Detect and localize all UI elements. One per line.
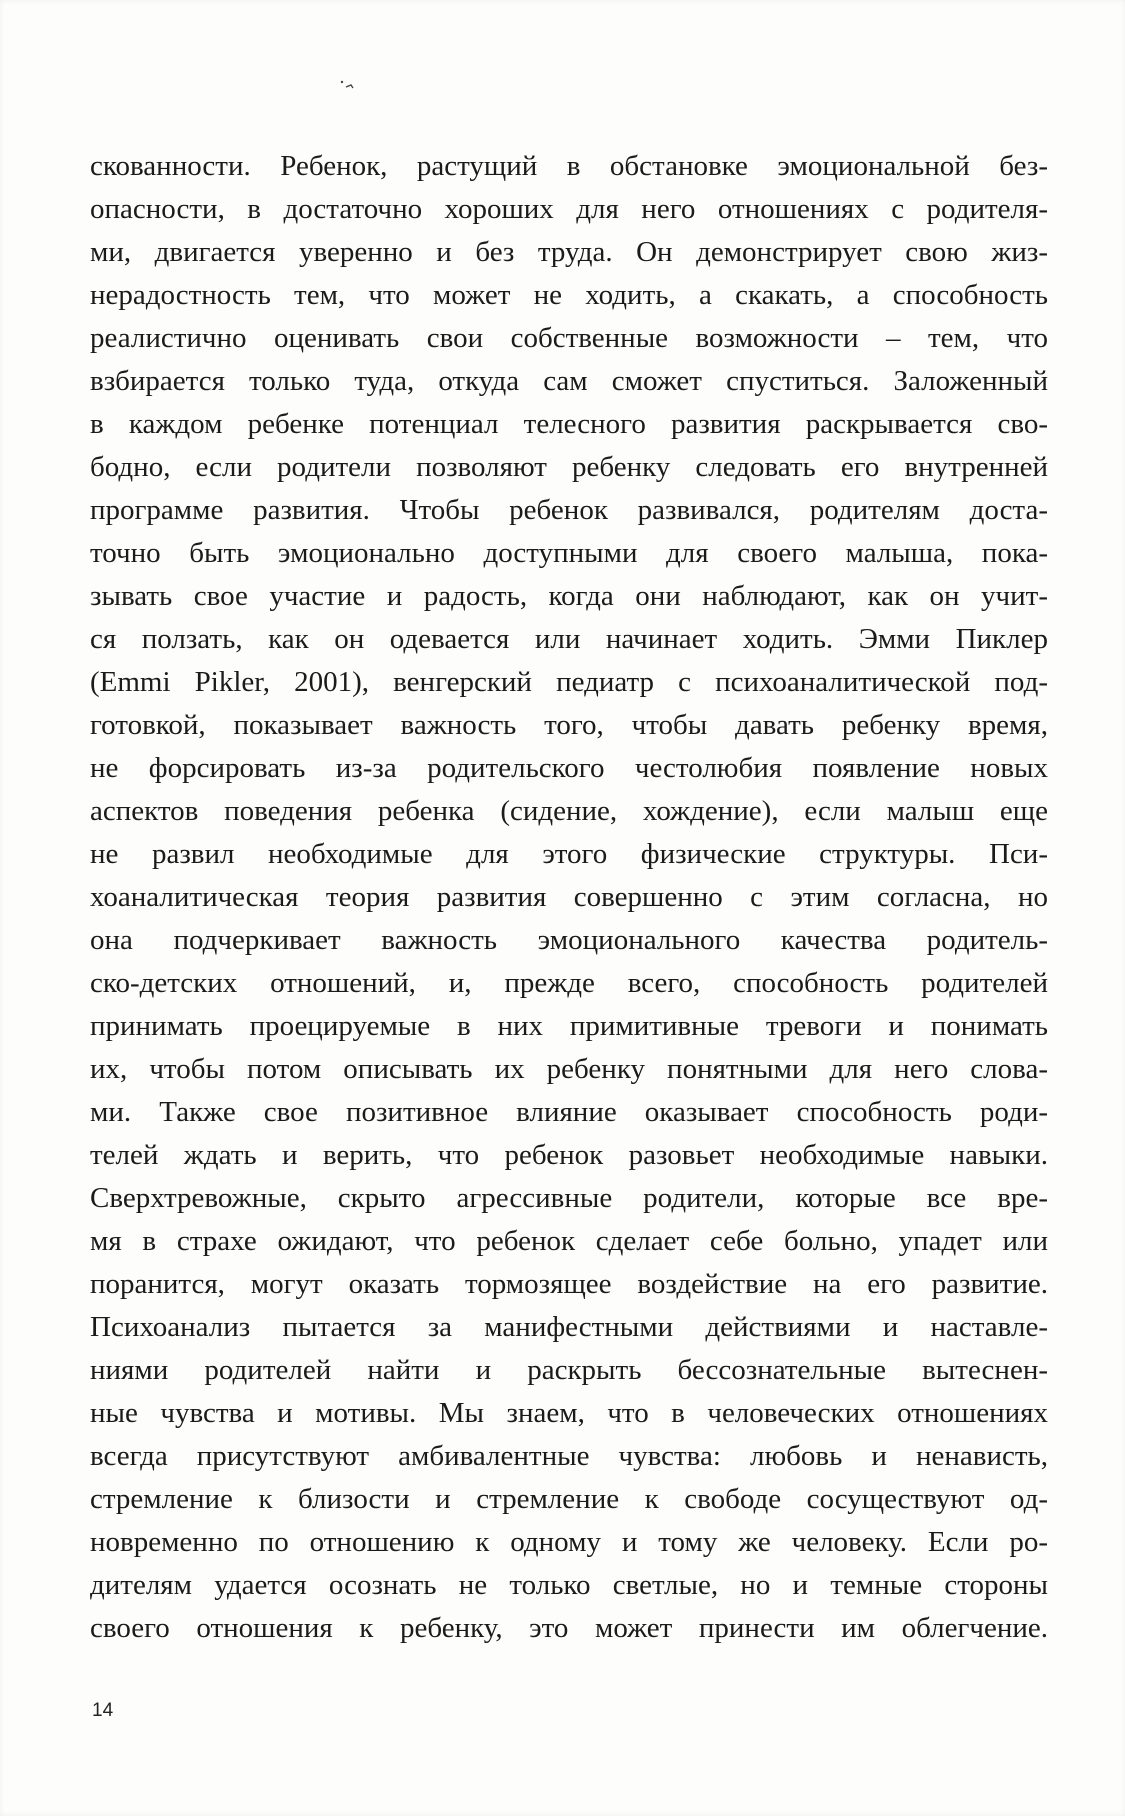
text-line: ско-детских отношений, и, прежде всего, способность родителей (90, 967, 1048, 999)
text-line: ные чувства и мотивы. Мы знаем, что в человеческих отношениях (90, 1397, 1048, 1429)
text-line: скованности. Ребенок, растущий в обстановке эмоциональной без- (90, 150, 1048, 182)
text-line: своего отношения к ребенку, это может принести им облегчение. (90, 1612, 1048, 1644)
text-line: в каждом ребенке потенциал телесного развития раскрывается сво- (90, 408, 1048, 440)
text-line: телей ждать и верить, что ребенок разовьет необходимые навыки. (90, 1139, 1048, 1171)
text-line: новременно по отношению к одному и тому же человеку. Если ро- (90, 1526, 1048, 1558)
text-line: ниями родителей найти и раскрыть бессознательные вытеснен- (90, 1354, 1048, 1386)
text-line: аспектов поведения ребенка (сидение, хождение), если малыш еще (90, 795, 1048, 827)
text-line: опасности, в достаточно хороших для него отношениях с родителя- (90, 193, 1048, 225)
text-line: бодно, если родители позволяют ребенку следовать его внутренней (90, 451, 1048, 483)
text-line: ся ползать, как он одевается или начинает ходить. Эмми Пиклер (90, 623, 1048, 655)
text-line: нерадостность тем, что может не ходить, а скакать, а способность (90, 279, 1048, 311)
page-number: 14 (92, 1700, 114, 1721)
body-text (90, 145, 1048, 1650)
text-line: взбирается только туда, откуда сам сможет спуститься. Заложенный (90, 365, 1048, 397)
text-line: мя в страхе ожидают, что ребенок сделает себе больно, упадет или (90, 1225, 1048, 1257)
text-line: принимать проецируемые в них примитивные тревоги и понимать (90, 1010, 1048, 1042)
text-line: точно быть эмоционально доступными для своего малыша, пока- (90, 537, 1048, 569)
text-line: Сверхтревожные, скрыто агрессивные родители, которые все вре- (90, 1182, 1048, 1214)
text-line: ми. Также свое позитивное влияние оказывает способность роди- (90, 1096, 1048, 1128)
text-line: не развил необходимые для этого физические структуры. Пси- (90, 838, 1048, 870)
text-line: их, чтобы потом описывать их ребенку понятными для него слова- (90, 1053, 1048, 1085)
text-line: поранится, могут оказать тормозящее воздействие на его развитие. (90, 1268, 1048, 1300)
text-line: реалистично оценивать свои собственные возможности – тем, что (90, 322, 1048, 354)
text-line: не форсировать из-за родительского честолюбия появление новых (90, 752, 1048, 784)
text-line: стремление к близости и стремление к свободе сосуществуют од- (90, 1483, 1048, 1515)
text-line: (Emmi Pikler, 2001), венгерский педиатр с психоаналитической под- (90, 666, 1048, 698)
text-line: Психоанализ пытается за манифестными действиями и наставле- (90, 1311, 1048, 1343)
text-line: зывать свое участие и радость, когда они наблюдают, как он учит- (90, 580, 1048, 612)
text-line: хоаналитическая теория развития совершенно с этим согласна, но (90, 881, 1048, 913)
text-line: ми, двигается уверенно и без труда. Он демонстрирует свою жиз- (90, 236, 1048, 268)
text-line: программе развития. Чтобы ребенок развивался, родителям доста- (90, 494, 1048, 526)
text-line: она подчеркивает важность эмоционального качества родитель- (90, 924, 1048, 956)
text-line: всегда присутствуют амбивалентные чувства: любовь и ненависть, (90, 1440, 1048, 1472)
ink-speck-mark (340, 80, 354, 90)
text-line: дителям удается осознать не только светлые, но и темные стороны (90, 1569, 1048, 1601)
text-line: готовкой, показывает важность того, чтобы давать ребенку время, (90, 709, 1048, 741)
